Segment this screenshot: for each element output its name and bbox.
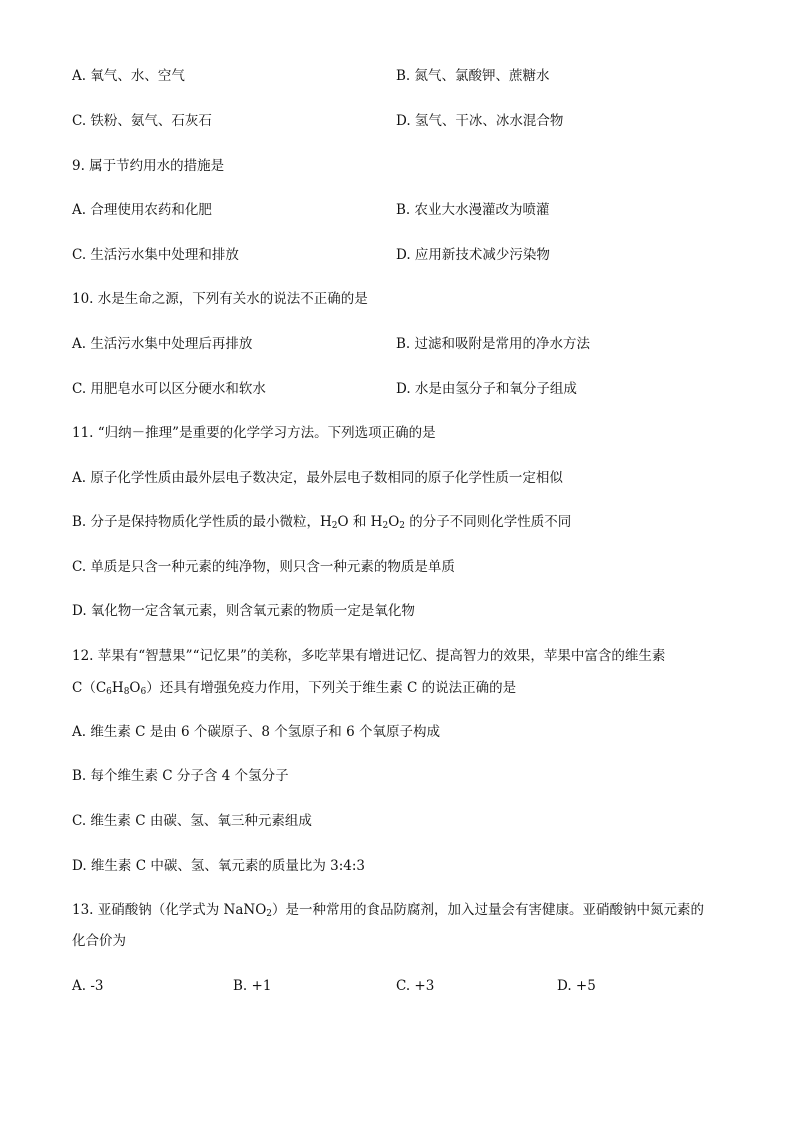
q10-stem: 10. 水是生命之源，下列有关水的说法不正确的是 bbox=[72, 291, 368, 307]
q13-option-a: A. -3 bbox=[72, 978, 104, 994]
q13-option-d: D. +5 bbox=[557, 978, 596, 994]
q12-option-b: B. 每个维生素 C 分子含 4 个氢分子 bbox=[72, 768, 289, 784]
q12-option-d: D. 维生素 C 中碳、氢、氧元素的质量比为 3:4:3 bbox=[72, 858, 365, 874]
q10-option-a: A. 生活污水集中处理后再排放 bbox=[72, 336, 253, 352]
q8-option-b: B. 氮气、氯酸钾、蔗糖水 bbox=[396, 68, 550, 84]
q10-option-c: C. 用肥皂水可以区分硬水和软水 bbox=[72, 381, 266, 397]
q11-stem: 11. “归纳－推理”是重要的化学学习方法。下列选项正确的是 bbox=[72, 425, 436, 441]
q11-option-b: B. 分子是保持物质化学性质的最小微粒，$H_2O$ 和 $H_2O_2$ 的分子不同则化学性质不同 bbox=[72, 514, 572, 531]
q12-option-a: A. 维生素 C 是由 6 个碳原子、8 个氢原子和 6 个氧原子构成 bbox=[72, 724, 440, 740]
q12-option-c: C. 维生素 C 由碳、氢、氧三种元素组成 bbox=[72, 813, 312, 829]
q8-option-a: A. 氧气、水、空气 bbox=[72, 68, 185, 84]
q8-option-d: D. 氢气、干冰、冰水混合物 bbox=[396, 113, 564, 129]
q9-option-d: D. 应用新技术减少污染物 bbox=[396, 247, 550, 263]
q13-stem-line2: 化合价为 bbox=[72, 933, 126, 949]
q12-stem-line1: 12. 苹果有“智慧果”“记忆果”的美称，多吃苹果有增进记忆、提高智力的效果，苹果中富含的维生素 bbox=[72, 648, 666, 664]
q11-option-c: C. 单质是只含一种元素的纯净物，则只含一种元素的物质是单质 bbox=[72, 559, 455, 575]
q13-stem-line1: 13. 亚硝酸钠（化学式为 NaNO$_2$）是一种常用的食品防腐剂，加入过量会有害健康。亚硝酸钠中氮元素的 bbox=[72, 902, 705, 919]
q9-option-a: A. 合理使用农药和化肥 bbox=[72, 202, 212, 218]
q10-option-d: D. 水是由氢分子和氧分子组成 bbox=[396, 381, 577, 397]
q9-stem: 9. 属于节约用水的措施是 bbox=[72, 158, 225, 174]
q13-option-b: B. +1 bbox=[233, 978, 272, 994]
q11-option-a: A. 原子化学性质由最外层电子数决定，最外层电子数相同的原子化学性质一定相似 bbox=[72, 470, 563, 486]
q9-option-b: B. 农业大水漫灌改为喷灌 bbox=[396, 202, 550, 218]
q12-stem-line2: $C(C_6H_8O_6)$还具有增强免疫力作用，下列关于维生素 C 的说法正确的是 bbox=[72, 680, 517, 697]
q8-option-c: C. 铁粉、氨气、石灰石 bbox=[72, 113, 212, 129]
q10-option-b: B. 过滤和吸附是常用的净水方法 bbox=[396, 336, 591, 352]
q13-option-c: C. +3 bbox=[396, 978, 435, 994]
q9-option-c: C. 生活污水集中处理和排放 bbox=[72, 247, 239, 263]
q11-option-d: D. 氧化物一定含氧元素，则含氧元素的物质一定是氧化物 bbox=[72, 603, 415, 619]
